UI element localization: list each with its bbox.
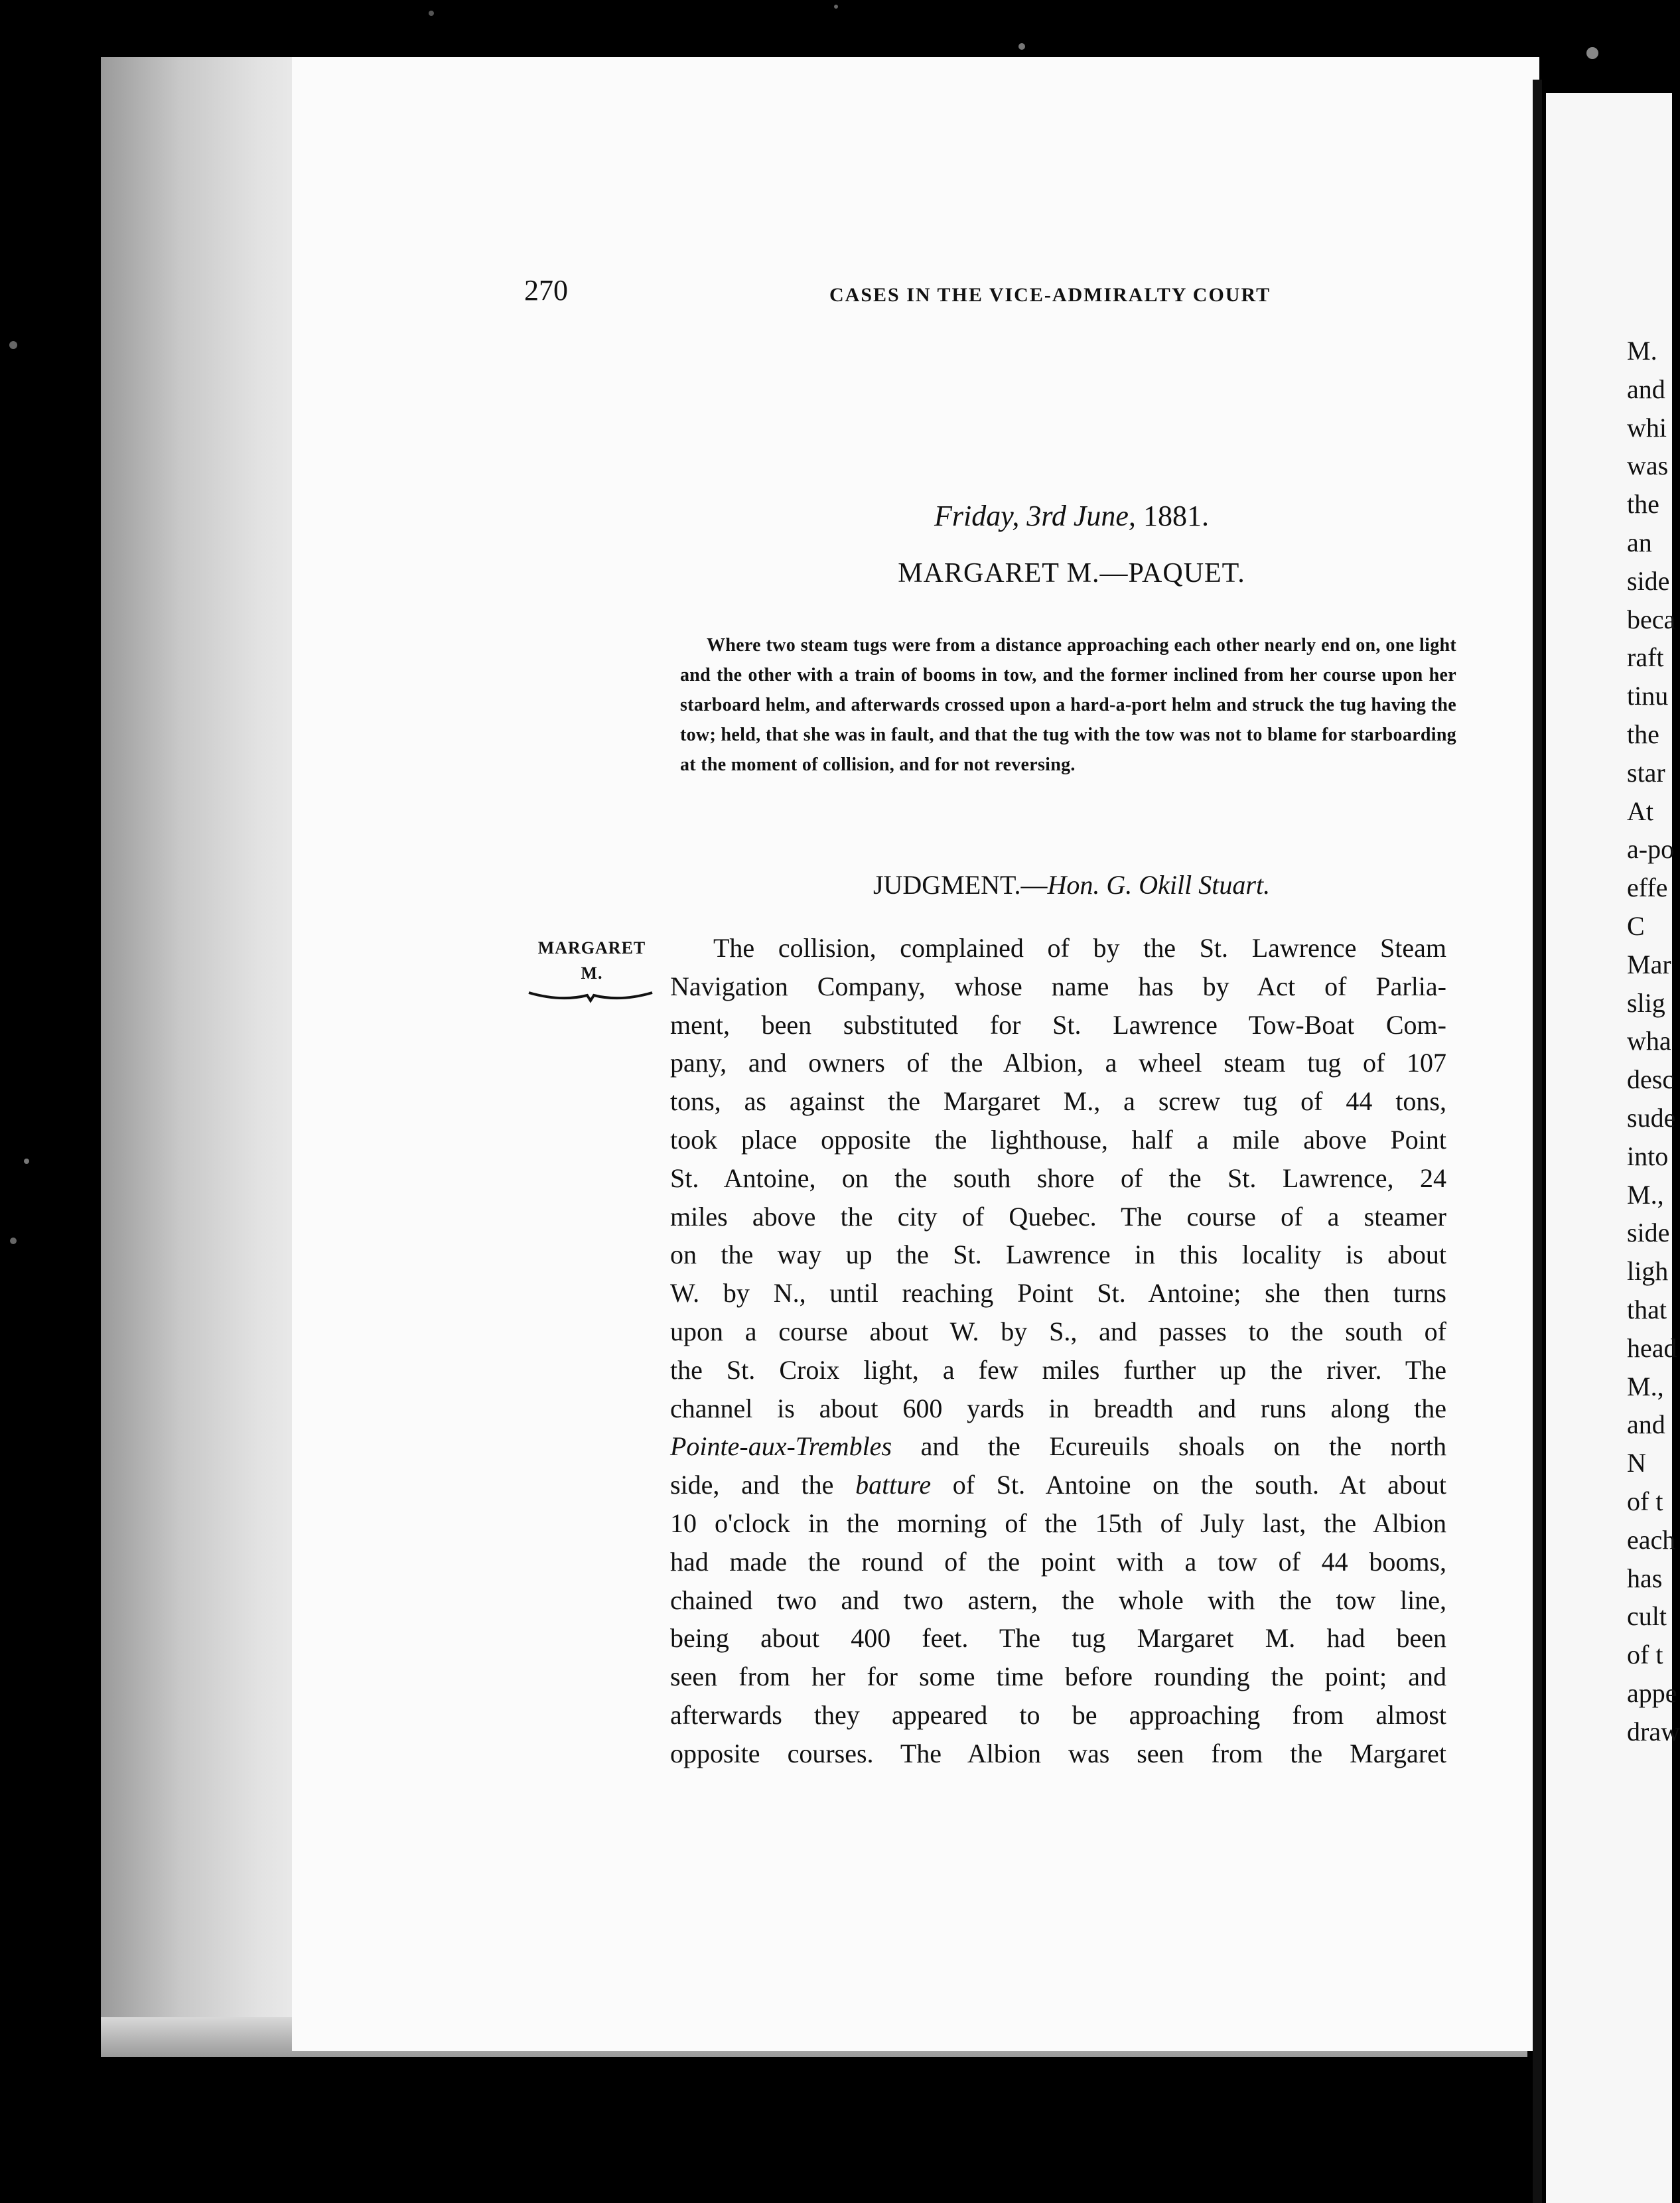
gutter-shadow [1533, 80, 1542, 2203]
facing-page-line: the [1627, 489, 1659, 520]
date-year: 1881. [1143, 500, 1209, 532]
body-line: St. Antoine, on the south shore of the St. Lawrence, 24 [670, 1163, 1446, 1193]
facing-page-line: and [1627, 1409, 1665, 1440]
body-line: pany, and owners of the Albion, a wheel steam tug of 107 [670, 1048, 1446, 1078]
body-line: ment, been substituted for St. Lawrence Tow-Boat Com- [670, 1009, 1446, 1040]
body-line: took place opposite the lighthouse, half a mile above Point [670, 1124, 1446, 1155]
facing-page-line: was [1627, 451, 1669, 481]
facing-page-line: wha [1627, 1026, 1671, 1056]
body-line: the St. Croix light, a few miles further up the river. The [670, 1354, 1446, 1385]
facing-page-text [1627, 332, 1680, 1750]
facing-page-line: and [1627, 374, 1665, 404]
facing-page-line: of t [1627, 1486, 1663, 1516]
running-title: CASES IN THE VICE-ADMIRALTY COURT [829, 284, 1271, 306]
facing-page-line: a-po [1627, 834, 1675, 865]
facing-page-line: each [1627, 1524, 1676, 1555]
judgment-label: JUDGMENT.— [873, 870, 1048, 900]
facing-page-line: beca [1627, 604, 1676, 634]
facing-page-line: appe [1627, 1677, 1677, 1708]
margin-note [525, 936, 658, 986]
body-line: Navigation Company, whose name has by Act of Parlia- [670, 971, 1446, 1001]
body-text [670, 929, 1446, 1773]
facing-page-line: cult [1627, 1601, 1667, 1632]
date-line [664, 499, 1480, 533]
facing-page-line: side [1627, 1218, 1670, 1248]
facing-page-line: M., [1627, 1179, 1664, 1210]
body-line: opposite courses. The Albion was seen from the Margaret [670, 1738, 1446, 1768]
facing-page-line: that [1627, 1294, 1667, 1324]
facing-page-line: into [1627, 1141, 1669, 1171]
facing-page-line: star [1627, 757, 1665, 788]
facing-page-line: side [1627, 565, 1670, 596]
facing-page-line: effe [1627, 873, 1668, 903]
body-line: had made the round of the point with a tow of 44 booms, [670, 1546, 1446, 1577]
facing-page-line: C [1627, 910, 1645, 941]
facing-page-line: raft [1627, 642, 1664, 673]
facing-page-line: At [1627, 796, 1653, 826]
date-day: Friday, [934, 500, 1020, 532]
facing-page-line: desc [1627, 1064, 1675, 1095]
brace-ornament [527, 987, 654, 1003]
case-title: MARGARET M.—PAQUET. [898, 558, 1245, 589]
facing-page-line: M., [1627, 1371, 1664, 1401]
body-line: afterwards they appeared to be approaching from almost [670, 1699, 1446, 1730]
body-line: on the way up the St. Lawrence in this locality is about [670, 1240, 1446, 1270]
margin-note-line2: M. [581, 963, 603, 983]
facing-page-line: Mar [1627, 949, 1671, 979]
facing-page-line: head [1627, 1332, 1677, 1363]
headnote: Where two steam tugs were from a distance approaching each other nearly end on, one light and the other with a train of booms in tow, and the former inclined from her course upon her starboard helm, and afterwards crossed upon a hard-a-port helm and struck the tug having the tow; held, that she was in fault, and that the tug with the tow was not to blame for starboarding at the moment of collision, and for not reversing. [680, 635, 1456, 775]
body-line: seen from her for some time before rounding the point; and [670, 1662, 1446, 1692]
date-date: 3rd June, [1026, 500, 1136, 532]
page-number: 270 [524, 274, 568, 307]
judge-name: Hon. G. Okill Stuart. [1047, 870, 1271, 900]
body-line: miles above the city of Quebec. The course of a steamer [670, 1201, 1446, 1232]
facing-page-line: whi [1627, 412, 1667, 443]
facing-page-line: sude [1627, 1102, 1676, 1133]
facing-page-line: draw [1627, 1716, 1680, 1746]
facing-page-line: of t [1627, 1640, 1663, 1670]
body-line: tons, as against the Margaret M., a screw tug of 44 tons, [670, 1086, 1446, 1117]
margin-note-line1: MARGARET [537, 938, 646, 958]
facing-page-line: an [1627, 527, 1652, 557]
judgment-heading [664, 869, 1480, 900]
body-line: 10 o'clock in the morning of the 15th of July last, the Albion [670, 1508, 1446, 1538]
body-line: upon a course about W. by S., and passes to the south of [670, 1316, 1446, 1346]
facing-page-line: slig [1627, 987, 1665, 1018]
body-line: side, and the batture of St. Antoine on the south. At about [670, 1470, 1447, 1500]
body-line: channel is about 600 yards in breadth and runs along the [670, 1393, 1446, 1423]
facing-page-line: the [1627, 719, 1659, 749]
body-line: W. by N., until reaching Point St. Antoine; she then turns [670, 1278, 1446, 1309]
body-line: Pointe-aux-Trembles and the Ecureuils shoals on the north [670, 1431, 1446, 1462]
facing-page-line: tinu [1627, 681, 1669, 711]
facing-page-line: M. [1627, 336, 1657, 366]
body-line: The collision, complained of by the St. Lawrence Steam [713, 933, 1446, 963]
facing-page-line: N [1627, 1448, 1646, 1478]
facing-page-line: has [1627, 1563, 1663, 1593]
body-line: chained two and two astern, the whole with the tow line, [670, 1585, 1446, 1615]
facing-page-line: ligh [1627, 1256, 1669, 1287]
body-line: being about 400 feet. The tug Margaret M. had been [670, 1623, 1446, 1654]
